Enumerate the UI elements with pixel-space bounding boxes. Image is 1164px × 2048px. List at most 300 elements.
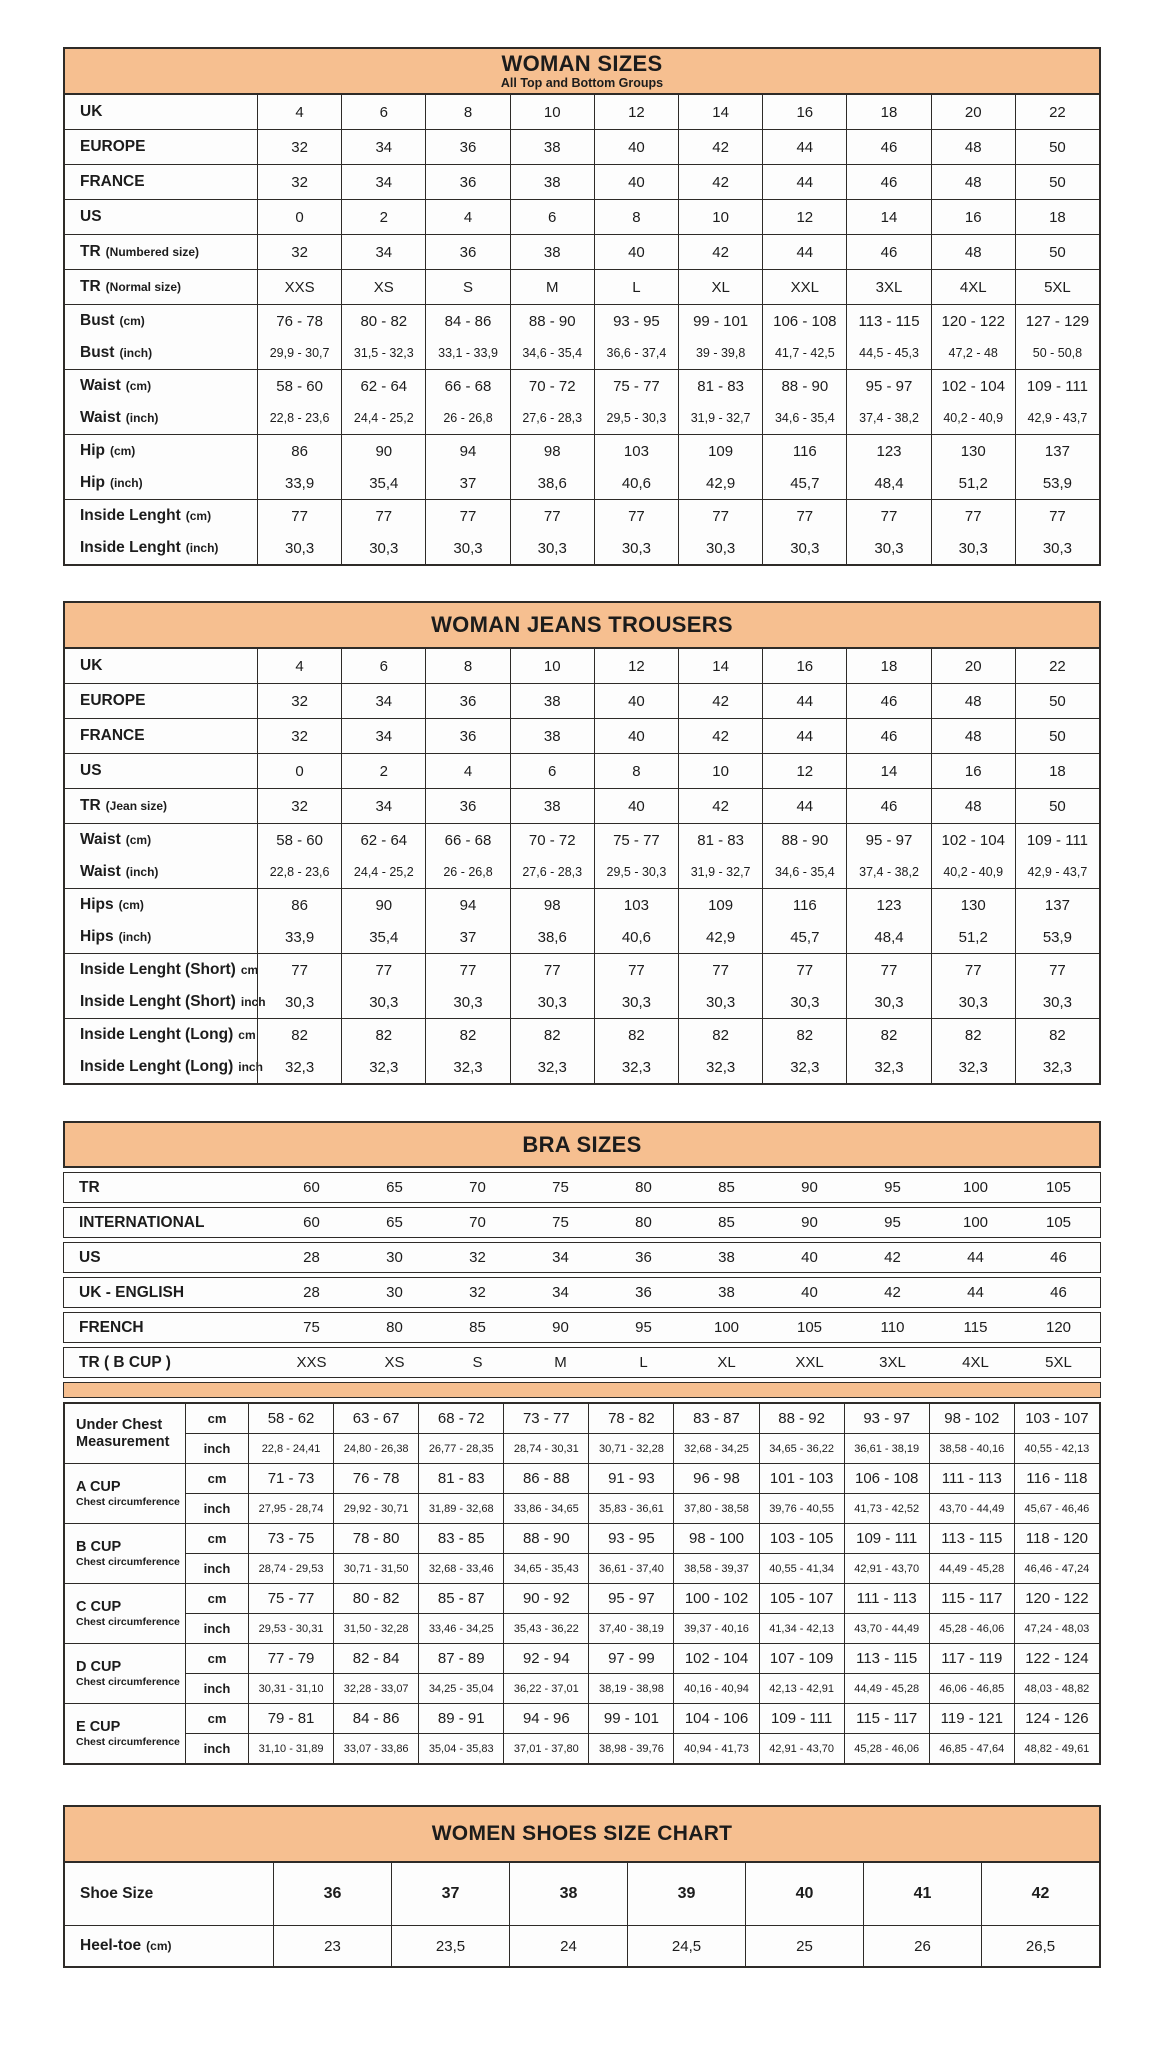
- unit-cell: inch: [185, 1734, 248, 1763]
- value-cell: 32,3: [931, 1051, 1015, 1083]
- value-cell: 34: [341, 165, 425, 199]
- value-cell: 46,85 - 47,64: [929, 1734, 1014, 1763]
- value-cell: 48: [931, 165, 1015, 199]
- value-cell: 98: [510, 435, 594, 467]
- value-cell: 4: [425, 754, 509, 788]
- value-cell: 16: [762, 95, 846, 129]
- value-cell: 116: [762, 889, 846, 921]
- value-cell: 44: [762, 684, 846, 718]
- value-cell: 0: [257, 200, 341, 234]
- table-header-band: [65, 603, 1099, 649]
- value-cell: 77: [510, 954, 594, 986]
- group-rows: [185, 1464, 1099, 1523]
- row-group: [65, 888, 1099, 953]
- value-cell: M: [510, 270, 594, 304]
- value-cell: 109 - 111: [759, 1704, 844, 1733]
- row-label-detail: (cm): [146, 1939, 172, 1953]
- value-cell: 70 - 72: [510, 824, 594, 856]
- value-cell: 42,9: [678, 467, 762, 499]
- value-cell: 58 - 60: [257, 824, 341, 856]
- value-cell: 116 - 118: [1014, 1464, 1099, 1493]
- value-cell: 37: [425, 921, 509, 953]
- value-cell: 26 - 26,8: [425, 856, 509, 888]
- table-row: [63, 1242, 1101, 1273]
- value-cell: 119 - 121: [929, 1704, 1014, 1733]
- row-group: [65, 269, 1099, 304]
- value-cell: 43,70 - 44,49: [844, 1614, 929, 1643]
- value-cell: 63 - 67: [333, 1404, 418, 1433]
- row-label-detail: (cm): [185, 509, 212, 523]
- row-group: [65, 788, 1099, 823]
- table-row: [65, 95, 1099, 129]
- value-cell: 30,3: [678, 986, 762, 1018]
- value-cell: XXL: [795, 1354, 824, 1371]
- value-cell: 8: [594, 200, 678, 234]
- value-cell: 44: [762, 165, 846, 199]
- value-cell: 77: [425, 500, 509, 532]
- table-row: [185, 1524, 1099, 1553]
- value-cell: 41: [863, 1863, 981, 1925]
- row-label: [65, 270, 257, 304]
- value-cell: 82: [1015, 1019, 1099, 1051]
- row-label-text: US: [80, 762, 102, 779]
- value-cell: 48,82 - 49,61: [1014, 1734, 1099, 1763]
- unit-cell: cm: [185, 1704, 248, 1733]
- value-cell: 45,7: [762, 467, 846, 499]
- value-cell: 32: [469, 1284, 486, 1301]
- value-cell: 42,9: [678, 921, 762, 953]
- value-cell: 30,71 - 31,50: [333, 1554, 418, 1583]
- value-cell: 10: [510, 95, 594, 129]
- unit-cell: cm: [185, 1644, 248, 1673]
- value-cell: 95: [635, 1319, 652, 1336]
- row-label-text: B CUP: [76, 1538, 122, 1555]
- value-cell: 65: [386, 1214, 403, 1231]
- row-label: [65, 856, 257, 888]
- value-cell: 46: [846, 719, 930, 753]
- row-group: [65, 823, 1099, 888]
- value-cell: 36: [425, 789, 509, 823]
- value-cell: 39,76 - 40,55: [759, 1494, 844, 1523]
- value-cell: 62 - 64: [341, 370, 425, 402]
- value-cell: 85: [718, 1214, 735, 1231]
- group-rows: [185, 1704, 1099, 1763]
- table-row: [63, 1207, 1101, 1238]
- value-cell: 77: [931, 500, 1015, 532]
- row-label-text: Waist: [80, 863, 121, 880]
- value-cell: 30,3: [510, 986, 594, 1018]
- row-group: [63, 1172, 1101, 1203]
- value-cell: 35,83 - 36,61: [588, 1494, 673, 1523]
- value-cell: 111 - 113: [929, 1464, 1014, 1493]
- row-label-text: EUROPE: [80, 692, 146, 709]
- value-cell: 85: [469, 1319, 486, 1336]
- row-group: [65, 753, 1099, 788]
- value-cell: 32,3: [678, 1051, 762, 1083]
- row-label-text: A CUP: [76, 1478, 121, 1495]
- value-cell: 37,40 - 38,19: [588, 1614, 673, 1643]
- row-label-detail: (cm): [125, 379, 152, 393]
- value-cell: 82: [510, 1019, 594, 1051]
- value-cell: XXL: [762, 270, 846, 304]
- value-cell: 97 - 99: [588, 1644, 673, 1673]
- value-cell: 46: [846, 789, 930, 823]
- table-row: [65, 719, 1099, 753]
- value-cell: 6: [341, 649, 425, 683]
- value-cell: 30,3: [1015, 532, 1099, 564]
- table-bra-cup: [63, 1402, 1101, 1765]
- value-cell: 70: [469, 1214, 486, 1231]
- value-cell: 44,5 - 45,3: [846, 337, 930, 369]
- value-cell: 81 - 83: [678, 824, 762, 856]
- value-cell: 34: [341, 235, 425, 269]
- row-label: [65, 165, 257, 199]
- value-cell: 30,3: [762, 986, 846, 1018]
- row-label-detail: inch: [238, 1060, 263, 1074]
- value-cell: 82: [678, 1019, 762, 1051]
- value-cell: 122 - 124: [1014, 1644, 1099, 1673]
- table-row: [65, 889, 1099, 921]
- value-cell: 4: [425, 200, 509, 234]
- value-cell: 46,46 - 47,24: [1014, 1554, 1099, 1583]
- row-label: [65, 1863, 273, 1925]
- row-label-text: Shoe Size: [80, 1885, 154, 1902]
- row-label-text: Inside Lenght: [80, 507, 181, 524]
- value-cell: 50: [1015, 719, 1099, 753]
- row-label-text: Bust: [80, 312, 115, 329]
- row-group: [65, 304, 1099, 369]
- value-cell: 93 - 95: [594, 305, 678, 337]
- value-cell: 33,9: [257, 467, 341, 499]
- value-cell: 36: [425, 719, 509, 753]
- value-cell: 40: [801, 1249, 818, 1266]
- value-cell: 24: [509, 1926, 627, 1966]
- value-cell: 86: [257, 435, 341, 467]
- value-cell: 90: [552, 1319, 569, 1336]
- value-cell: 24,4 - 25,2: [341, 856, 425, 888]
- row-group: [65, 234, 1099, 269]
- value-cell: 34: [341, 719, 425, 753]
- value-cell: 35,43 - 36,22: [503, 1614, 588, 1643]
- unit-cell: inch: [185, 1434, 248, 1463]
- row-label-detail: (inch): [125, 411, 159, 425]
- value-cell: 89 - 91: [418, 1704, 503, 1733]
- value-cell: 130: [931, 435, 1015, 467]
- value-cell: 36: [425, 165, 509, 199]
- table-row: [65, 649, 1099, 683]
- value-cell: 91 - 93: [588, 1464, 673, 1493]
- row-group: [63, 1277, 1101, 1308]
- row-label-text: INTERNATIONAL: [79, 1213, 205, 1231]
- table-subtitle: All Top and Bottom Groups: [500, 76, 664, 91]
- row-label: [64, 1208, 270, 1237]
- tables-container: [63, 47, 1101, 1968]
- row-label-text: FRANCE: [80, 727, 145, 744]
- value-cell: 42: [678, 165, 762, 199]
- table-bra-sizes: [63, 1121, 1101, 1378]
- value-cell: 77: [1015, 954, 1099, 986]
- row-label: [65, 1464, 185, 1523]
- value-cell: 38,58 - 39,37: [673, 1554, 758, 1583]
- value-cell: 26,5: [981, 1926, 1099, 1966]
- value-cell: 24,80 - 26,38: [333, 1434, 418, 1463]
- value-cell: 77: [762, 954, 846, 986]
- row-label-text: TR: [80, 243, 101, 260]
- table-row: [185, 1433, 1099, 1463]
- value-cell: 84 - 86: [333, 1704, 418, 1733]
- value-cell: 100: [962, 1214, 989, 1231]
- value-cell: 33,9: [257, 921, 341, 953]
- value-cell: 18: [846, 649, 930, 683]
- value-cell: 78 - 80: [333, 1524, 418, 1553]
- value-cell: 18: [1015, 754, 1099, 788]
- row-label-detail: cm: [238, 1028, 256, 1042]
- value-cell: 4XL: [931, 270, 1015, 304]
- row-group: [63, 1242, 1101, 1273]
- value-cell: 90: [801, 1214, 818, 1231]
- value-cell: 38,6: [510, 921, 594, 953]
- row-label-text: FRANCE: [80, 173, 145, 190]
- value-cell: 32,68 - 34,25: [673, 1434, 758, 1463]
- value-cell: 98: [510, 889, 594, 921]
- row-label: [65, 1584, 185, 1643]
- value-cell: 51,2: [931, 921, 1015, 953]
- row-label: [65, 649, 257, 683]
- value-cell: 94: [425, 435, 509, 467]
- row-label-detail: Chest circumference: [76, 1616, 180, 1629]
- row-label: [65, 954, 257, 986]
- value-cell: 31,10 - 31,89: [248, 1734, 333, 1763]
- row-label-detail: (inch): [118, 930, 152, 944]
- row-label-detail: (cm): [125, 833, 152, 847]
- value-cell: 10: [678, 200, 762, 234]
- value-cell: 109: [678, 889, 762, 921]
- value-cell: 83 - 85: [418, 1524, 503, 1553]
- row-label-text: Waist: [80, 377, 121, 394]
- table-row: [65, 954, 1099, 986]
- value-cell: 103: [594, 435, 678, 467]
- value-cell: 87 - 89: [418, 1644, 503, 1673]
- value-cell: 34: [552, 1284, 569, 1301]
- row-label: [65, 889, 257, 921]
- value-cell: 73 - 75: [248, 1524, 333, 1553]
- value-cell: 92 - 94: [503, 1644, 588, 1673]
- row-label-text: Bust: [80, 344, 115, 361]
- value-cell: 27,6 - 28,3: [510, 856, 594, 888]
- value-cell: 12: [594, 649, 678, 683]
- value-cell: 73 - 77: [503, 1404, 588, 1433]
- row-label-detail: (Numbered size): [105, 245, 200, 259]
- value-cell: 82: [425, 1019, 509, 1051]
- value-cell: 33,07 - 33,86: [333, 1734, 418, 1763]
- value-cell: 95 - 97: [846, 824, 930, 856]
- row-label: [65, 1644, 185, 1703]
- value-cell: 48,03 - 48,82: [1014, 1674, 1099, 1703]
- row-label-text: US: [80, 208, 102, 225]
- value-cell: 60: [303, 1214, 320, 1231]
- value-cell: 45,67 - 46,46: [1014, 1494, 1099, 1523]
- value-cell: 99 - 101: [588, 1704, 673, 1733]
- value-cell: 45,28 - 46,06: [844, 1734, 929, 1763]
- value-cell: 16: [931, 754, 1015, 788]
- value-cell: 30: [386, 1284, 403, 1301]
- value-cell: 120: [1045, 1319, 1072, 1336]
- row-group: [65, 718, 1099, 753]
- table-row: [185, 1733, 1099, 1763]
- row-label-text: Hip: [80, 442, 105, 459]
- value-cell: 107 - 109: [759, 1644, 844, 1673]
- row-group: [65, 1863, 1099, 1925]
- value-cell: 95: [884, 1179, 901, 1196]
- value-cell: 120 - 122: [931, 305, 1015, 337]
- table-row: [65, 1926, 1099, 1966]
- value-cell: 101 - 103: [759, 1464, 844, 1493]
- table-row: [185, 1553, 1099, 1583]
- table-row: [185, 1673, 1099, 1703]
- value-cell: 77: [846, 500, 930, 532]
- value-cell: 40,2 - 40,9: [931, 402, 1015, 434]
- table-row: [65, 856, 1099, 888]
- row-label-detail: (Jean size): [105, 799, 168, 813]
- value-cell: 106 - 108: [844, 1464, 929, 1493]
- value-cell: 14: [846, 754, 930, 788]
- value-cell: 38,6: [510, 467, 594, 499]
- row-group: [65, 683, 1099, 718]
- value-cell: 50: [1015, 684, 1099, 718]
- value-cell: 102 - 104: [931, 824, 1015, 856]
- value-cell: 42,91 - 43,70: [759, 1734, 844, 1763]
- table-row: [63, 1312, 1101, 1343]
- value-cell: 124 - 126: [1014, 1704, 1099, 1733]
- row-label-detail: (cm): [109, 444, 136, 458]
- row-label-detail: (inch): [119, 346, 153, 360]
- value-cell: 32,3: [1015, 1051, 1099, 1083]
- row-label-text: UK: [80, 103, 103, 120]
- value-cell: 26,77 - 28,35: [418, 1434, 503, 1463]
- value-cell: 30,3: [846, 532, 930, 564]
- value-cell: 50: [1015, 789, 1099, 823]
- value-cell: 40,94 - 41,73: [673, 1734, 758, 1763]
- value-cell: 40,2 - 40,9: [931, 856, 1015, 888]
- row-label-detail: Chest circumference: [76, 1556, 180, 1569]
- value-cell: 30,3: [594, 986, 678, 1018]
- value-cell: 32,3: [846, 1051, 930, 1083]
- row-label: [65, 130, 257, 164]
- value-cell: 94 - 96: [503, 1704, 588, 1733]
- value-cell: 36: [425, 130, 509, 164]
- value-cell: 84 - 86: [425, 305, 509, 337]
- value-cell: 76 - 78: [333, 1464, 418, 1493]
- value-cell: 4XL: [962, 1354, 989, 1371]
- value-cell: 44,49 - 45,28: [844, 1674, 929, 1703]
- table-row: [65, 337, 1099, 369]
- value-cell: 103 - 105: [759, 1524, 844, 1553]
- table-row: [65, 1051, 1099, 1083]
- value-cell: 44: [967, 1284, 984, 1301]
- value-cell: 42: [678, 684, 762, 718]
- table-row: [65, 1863, 1099, 1925]
- value-cell: 32,3: [594, 1051, 678, 1083]
- value-cell: 33,46 - 34,25: [418, 1614, 503, 1643]
- row-label-detail: (cm): [118, 898, 144, 912]
- row-label-text: E CUP: [76, 1718, 121, 1735]
- value-cell: 105: [796, 1319, 823, 1336]
- row-label: [65, 986, 266, 1018]
- value-cell: 109 - 111: [844, 1524, 929, 1553]
- value-cell: 80 - 82: [341, 305, 425, 337]
- value-cell: 48: [931, 684, 1015, 718]
- value-cell: 32: [257, 130, 341, 164]
- unit-cell: inch: [185, 1614, 248, 1643]
- value-cell: 10: [678, 754, 762, 788]
- value-cell: 53,9: [1015, 921, 1099, 953]
- value-cell: 32,3: [341, 1051, 425, 1083]
- value-cell: 34,65 - 35,43: [503, 1554, 588, 1583]
- value-cell: 22: [1015, 95, 1099, 129]
- value-cell: 27,6 - 28,3: [510, 402, 594, 434]
- value-cell: 14: [846, 200, 930, 234]
- value-cell: 88 - 90: [762, 824, 846, 856]
- value-cell: 123: [846, 889, 930, 921]
- value-cell: 79 - 81: [248, 1704, 333, 1733]
- value-cell: 48: [931, 130, 1015, 164]
- value-cell: 30: [386, 1249, 403, 1266]
- value-cell: 90: [801, 1179, 818, 1196]
- value-cell: 40: [594, 684, 678, 718]
- table-body: [65, 1863, 1099, 1966]
- value-cell: 40: [594, 235, 678, 269]
- value-cell: 44: [762, 130, 846, 164]
- value-cell: 48: [931, 719, 1015, 753]
- value-cell: 10: [510, 649, 594, 683]
- row-label-detail: Chest circumference: [76, 1496, 180, 1509]
- value-cell: 43,70 - 44,49: [929, 1494, 1014, 1523]
- value-cell: XL: [717, 1354, 736, 1371]
- table-row: [65, 200, 1099, 234]
- value-cell: 8: [594, 754, 678, 788]
- value-cell: 2: [341, 200, 425, 234]
- value-cell: 37,4 - 38,2: [846, 856, 930, 888]
- value-cell: 71 - 73: [248, 1464, 333, 1493]
- value-cell: 29,92 - 30,71: [333, 1494, 418, 1523]
- table-title: WOMAN SIZES: [501, 50, 663, 76]
- value-cell: 37,4 - 38,2: [846, 402, 930, 434]
- value-cell: 80: [635, 1214, 652, 1231]
- value-cell: 105: [1045, 1179, 1072, 1196]
- value-cell: 82: [931, 1019, 1015, 1051]
- value-cell: 42: [884, 1284, 901, 1301]
- value-cell: 115 - 117: [844, 1704, 929, 1733]
- value-cell: 77: [594, 954, 678, 986]
- value-cell: 50: [1015, 130, 1099, 164]
- table-row: [63, 1277, 1101, 1308]
- value-cell: 34,25 - 35,04: [418, 1674, 503, 1703]
- table-body: [65, 1404, 1099, 1763]
- value-cell: 75: [303, 1319, 320, 1336]
- value-cell: 22,8 - 24,41: [248, 1434, 333, 1463]
- value-cell: 30,71 - 32,28: [588, 1434, 673, 1463]
- table-row: [65, 270, 1099, 304]
- value-cell: 82: [341, 1019, 425, 1051]
- row-group: [65, 1703, 1099, 1763]
- value-cell: 38: [510, 130, 594, 164]
- table-row: [65, 467, 1099, 499]
- value-cell: 113 - 115: [929, 1524, 1014, 1553]
- table-woman-jeans: [63, 601, 1101, 1085]
- value-cell: 36: [425, 235, 509, 269]
- value-cell: 32,28 - 33,07: [333, 1674, 418, 1703]
- row-label-text: Inside Lenght: [80, 539, 181, 556]
